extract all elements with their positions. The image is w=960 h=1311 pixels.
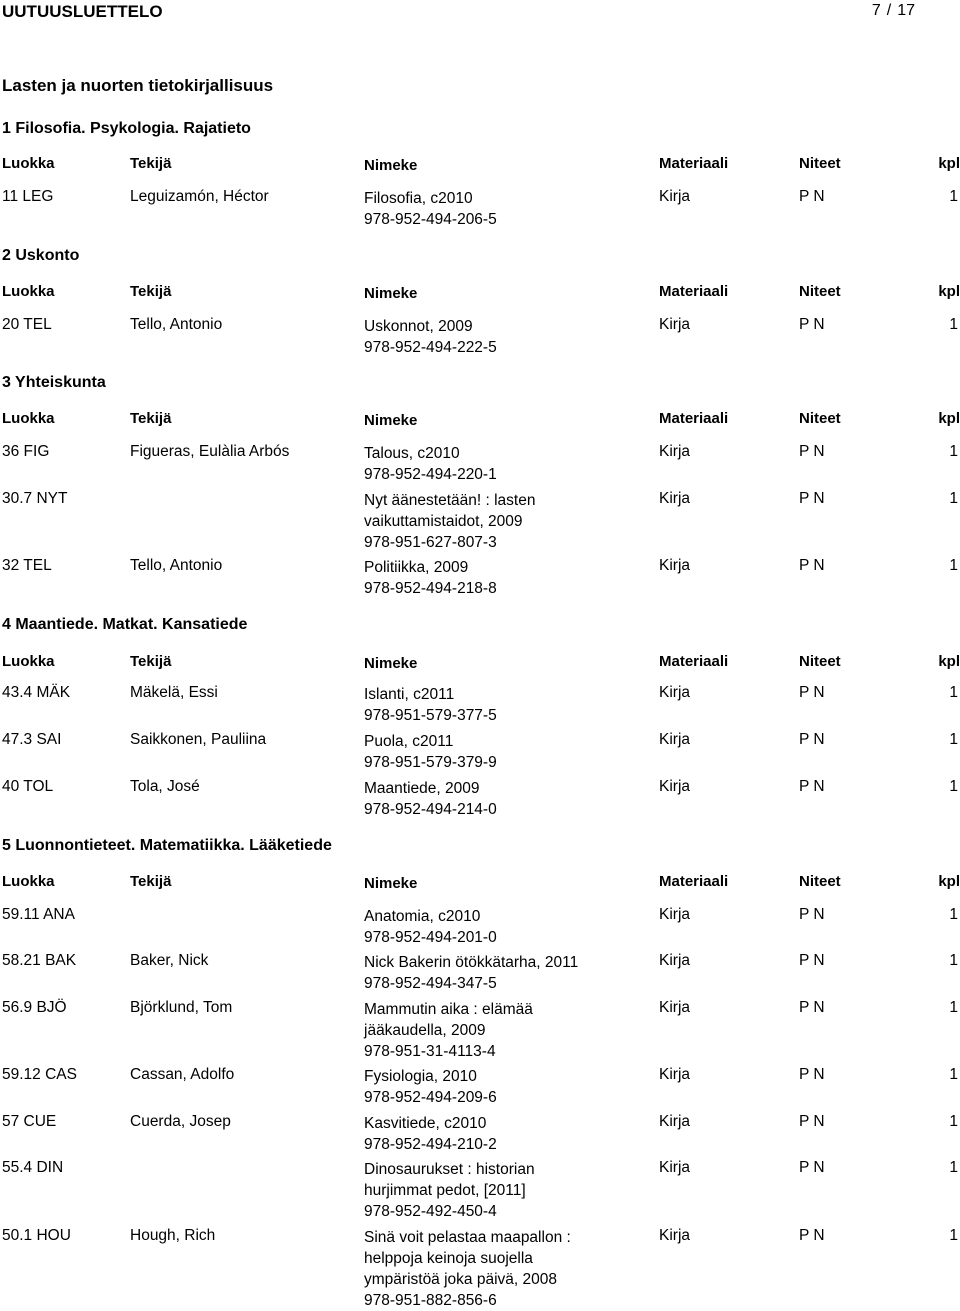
isbn: 978-952-494-218-8 — [364, 580, 497, 597]
cell-niteet: P N — [799, 1159, 825, 1176]
cell-luokka: 40 TOL — [2, 778, 54, 795]
cell-nimeke — [364, 952, 578, 994]
cell-niteet: P N — [799, 490, 825, 507]
column-header-nimeke: Nimeke — [364, 875, 418, 892]
cell-tekija: Leguizamón, Héctor — [130, 188, 269, 205]
page-separator: / — [886, 2, 892, 19]
cell-luokka: 58.21 BAK — [2, 952, 77, 969]
title-line: Fysiologia, 2010 — [364, 1068, 477, 1085]
cell-luokka: 43.4 MÄK — [2, 684, 71, 701]
cell-tekija: Tola, José — [130, 778, 200, 795]
section-title: 4 Maantiede. Matkat. Kansatiede — [2, 616, 248, 633]
column-header-luokka: Luokka — [2, 283, 55, 300]
cell-kpl: 1 — [949, 557, 958, 574]
cell-materiaali: Kirja — [659, 443, 691, 460]
isbn: 978-952-494-206-5 — [364, 211, 497, 228]
title-line: Mammutin aika : elämää — [364, 1001, 533, 1018]
cell-materiaali: Kirja — [659, 188, 691, 205]
column-header-row — [0, 283, 960, 303]
column-header-kpl: kpl — [938, 873, 960, 890]
column-header-materiaali: Materiaali — [659, 155, 729, 172]
cell-niteet: P N — [799, 557, 825, 574]
cell-nimeke — [364, 443, 497, 485]
title-line: Talous, c2010 — [364, 445, 460, 462]
cell-luokka: 20 TEL — [2, 316, 52, 333]
title-line: Dinosaurukset : historian — [364, 1161, 535, 1178]
cell-nimeke — [364, 684, 497, 726]
title-line: jääkaudella, 2009 — [364, 1022, 486, 1039]
cell-luokka: 57 CUE — [2, 1113, 57, 1130]
cell-nimeke — [364, 1227, 571, 1311]
cell-kpl: 1 — [949, 778, 958, 795]
column-header-row — [0, 410, 960, 430]
cell-niteet: P N — [799, 188, 825, 205]
cell-nimeke — [364, 778, 497, 820]
title-line: Politiikka, 2009 — [364, 559, 469, 576]
cell-nimeke — [364, 731, 497, 773]
cell-niteet: P N — [799, 999, 825, 1016]
cell-kpl: 1 — [949, 316, 958, 333]
cell-nimeke — [364, 316, 497, 358]
column-header-materiaali: Materiaali — [659, 873, 729, 890]
cell-kpl: 1 — [949, 684, 958, 701]
cell-tekija: Hough, Rich — [130, 1227, 216, 1244]
cell-luokka: 55.4 DIN — [2, 1159, 64, 1176]
column-header-niteet: Niteet — [799, 410, 841, 427]
page-indicator — [872, 2, 915, 20]
isbn: 978-951-31-4113-4 — [364, 1043, 496, 1060]
cell-niteet: P N — [799, 1113, 825, 1130]
isbn: 978-951-579-377-5 — [364, 707, 497, 724]
cell-niteet: P N — [799, 952, 825, 969]
cell-kpl: 1 — [949, 906, 958, 923]
cell-kpl: 1 — [949, 1113, 958, 1130]
cell-niteet: P N — [799, 906, 825, 923]
column-header-nimeke: Nimeke — [364, 285, 418, 302]
column-header-kpl: kpl — [938, 283, 960, 300]
column-header-tekija: Tekijä — [130, 283, 172, 300]
column-header-kpl: kpl — [938, 155, 960, 172]
cell-materiaali: Kirja — [659, 731, 691, 748]
cell-luokka: 30.7 NYT — [2, 490, 68, 507]
cell-kpl: 1 — [949, 188, 958, 205]
total-pages: 17 — [897, 2, 915, 19]
cell-luokka: 32 TEL — [2, 557, 52, 574]
cell-kpl: 1 — [949, 999, 958, 1016]
column-header-kpl: kpl — [938, 410, 960, 427]
section-title: 1 Filosofia. Psykologia. Rajatieto — [2, 120, 251, 137]
title-line: Islanti, c2011 — [364, 686, 455, 703]
cell-materiaali: Kirja — [659, 557, 691, 574]
cell-tekija: Tello, Antonio — [130, 557, 223, 574]
column-header-row — [0, 653, 960, 673]
cell-luokka: 59.12 CAS — [2, 1066, 77, 1083]
title-line: vaikuttamistaidot, 2009 — [364, 513, 523, 530]
column-header-tekija: Tekijä — [130, 653, 172, 670]
cell-nimeke — [364, 490, 535, 553]
cell-niteet: P N — [799, 684, 825, 701]
column-header-materiaali: Materiaali — [659, 410, 729, 427]
cell-niteet: P N — [799, 1227, 825, 1244]
cell-materiaali: Kirja — [659, 778, 691, 795]
cell-tekija: Cassan, Adolfo — [130, 1066, 235, 1083]
isbn: 978-952-494-210-2 — [364, 1136, 497, 1153]
cell-kpl: 1 — [949, 952, 958, 969]
isbn: 978-952-494-220-1 — [364, 466, 497, 483]
column-header-niteet: Niteet — [799, 653, 841, 670]
cell-kpl: 1 — [949, 1227, 958, 1244]
catalog-category-title: Lasten ja nuorten tietokirjallisuus — [2, 76, 274, 95]
cell-luokka: 36 FIG — [2, 443, 50, 460]
isbn: 978-952-492-450-4 — [364, 1203, 497, 1220]
cell-materiaali: Kirja — [659, 1227, 691, 1244]
cell-kpl: 1 — [949, 731, 958, 748]
title-line: Nick Bakerin ötökkätarha, 2011 — [364, 954, 579, 971]
isbn: 978-952-494-214-0 — [364, 801, 497, 818]
isbn: 978-952-494-222-5 — [364, 339, 497, 356]
column-header-niteet: Niteet — [799, 283, 841, 300]
column-header-niteet: Niteet — [799, 155, 841, 172]
document-title: UUTUUSLUETTELO — [2, 2, 163, 21]
cell-luokka: 47.3 SAI — [2, 731, 62, 748]
cell-niteet: P N — [799, 316, 825, 333]
page-header — [0, 0, 960, 24]
cell-kpl: 1 — [949, 1159, 958, 1176]
current-page: 7 — [871, 2, 881, 19]
column-header-kpl: kpl — [938, 653, 960, 670]
column-header-luokka: Luokka — [2, 653, 55, 670]
cell-kpl: 1 — [949, 490, 958, 507]
isbn: 978-952-494-201-0 — [364, 929, 497, 946]
cell-tekija: Mäkelä, Essi — [130, 684, 218, 701]
cell-niteet: P N — [799, 778, 825, 795]
title-line: Maantiede, 2009 — [364, 780, 480, 797]
column-header-nimeke: Nimeke — [364, 157, 418, 174]
isbn: 978-952-494-347-5 — [364, 975, 497, 992]
cell-materiaali: Kirja — [659, 684, 691, 701]
cell-materiaali: Kirja — [659, 316, 691, 333]
column-header-nimeke: Nimeke — [364, 655, 418, 672]
title-line: Puola, c2011 — [364, 733, 454, 750]
isbn: 978-951-882-856-6 — [364, 1292, 497, 1309]
cell-materiaali: Kirja — [659, 1159, 691, 1176]
cell-luokka: 56.9 BJÖ — [2, 999, 67, 1016]
column-header-tekija: Tekijä — [130, 155, 172, 172]
title-line: Nyt äänestetään! : lasten — [364, 492, 536, 509]
cell-materiaali: Kirja — [659, 1066, 691, 1083]
cell-tekija: Cuerda, Josep — [130, 1113, 231, 1130]
column-header-nimeke: Nimeke — [364, 412, 418, 429]
section-title: 2 Uskonto — [2, 247, 80, 264]
column-header-tekija: Tekijä — [130, 873, 172, 890]
column-header-row — [0, 155, 960, 175]
title-line: Anatomia, c2010 — [364, 908, 481, 925]
isbn: 978-951-579-379-9 — [364, 754, 497, 771]
cell-nimeke — [364, 557, 497, 599]
cell-materiaali: Kirja — [659, 490, 691, 507]
column-header-materiaali: Materiaali — [659, 283, 729, 300]
isbn: 978-952-494-209-6 — [364, 1089, 497, 1106]
title-line: hurjimmat pedot, [2011] — [364, 1182, 526, 1199]
column-header-luokka: Luokka — [2, 410, 55, 427]
isbn: 978-951-627-807-3 — [364, 534, 497, 551]
cell-luokka: 11 LEG — [2, 188, 54, 205]
cell-nimeke — [364, 1066, 497, 1108]
cell-niteet: P N — [799, 1066, 825, 1083]
cell-tekija: Tello, Antonio — [130, 316, 223, 333]
title-line: helppoja keinoja suojella — [364, 1250, 533, 1267]
cell-kpl: 1 — [949, 443, 958, 460]
title-line: Uskonnot, 2009 — [364, 318, 473, 335]
cell-luokka: 59.11 ANA — [2, 906, 75, 923]
cell-tekija: Baker, Nick — [130, 952, 209, 969]
column-header-luokka: Luokka — [2, 873, 55, 890]
title-line: Sinä voit pelastaa maapallon : — [364, 1229, 571, 1246]
cell-nimeke — [364, 999, 533, 1062]
column-header-niteet: Niteet — [799, 873, 841, 890]
cell-kpl: 1 — [949, 1066, 958, 1083]
column-header-row — [0, 873, 960, 893]
cell-tekija: Figueras, Eulàlia Arbós — [130, 443, 290, 460]
section-title: 3 Yhteiskunta — [2, 374, 106, 391]
cell-materiaali: Kirja — [659, 952, 691, 969]
cell-materiaali: Kirja — [659, 906, 691, 923]
title-line: Filosofia, c2010 — [364, 190, 473, 207]
cell-tekija: Björklund, Tom — [130, 999, 233, 1016]
section-title: 5 Luonnontieteet. Matematiikka. Lääketiede — [2, 837, 332, 854]
cell-materiaali: Kirja — [659, 999, 691, 1016]
column-header-tekija: Tekijä — [130, 410, 172, 427]
title-line: ympäristöä joka päivä, 2008 — [364, 1271, 558, 1288]
column-header-materiaali: Materiaali — [659, 653, 729, 670]
cell-niteet: P N — [799, 731, 825, 748]
title-line: Kasvitiede, c2010 — [364, 1115, 487, 1132]
cell-tekija: Saikkonen, Pauliina — [130, 731, 267, 748]
cell-materiaali: Kirja — [659, 1113, 691, 1130]
cell-nimeke — [364, 188, 497, 230]
column-header-luokka: Luokka — [2, 155, 55, 172]
cell-luokka: 50.1 HOU — [2, 1227, 71, 1244]
cell-nimeke — [364, 1113, 497, 1155]
cell-nimeke — [364, 906, 497, 948]
cell-nimeke — [364, 1159, 535, 1222]
cell-niteet: P N — [799, 443, 825, 460]
